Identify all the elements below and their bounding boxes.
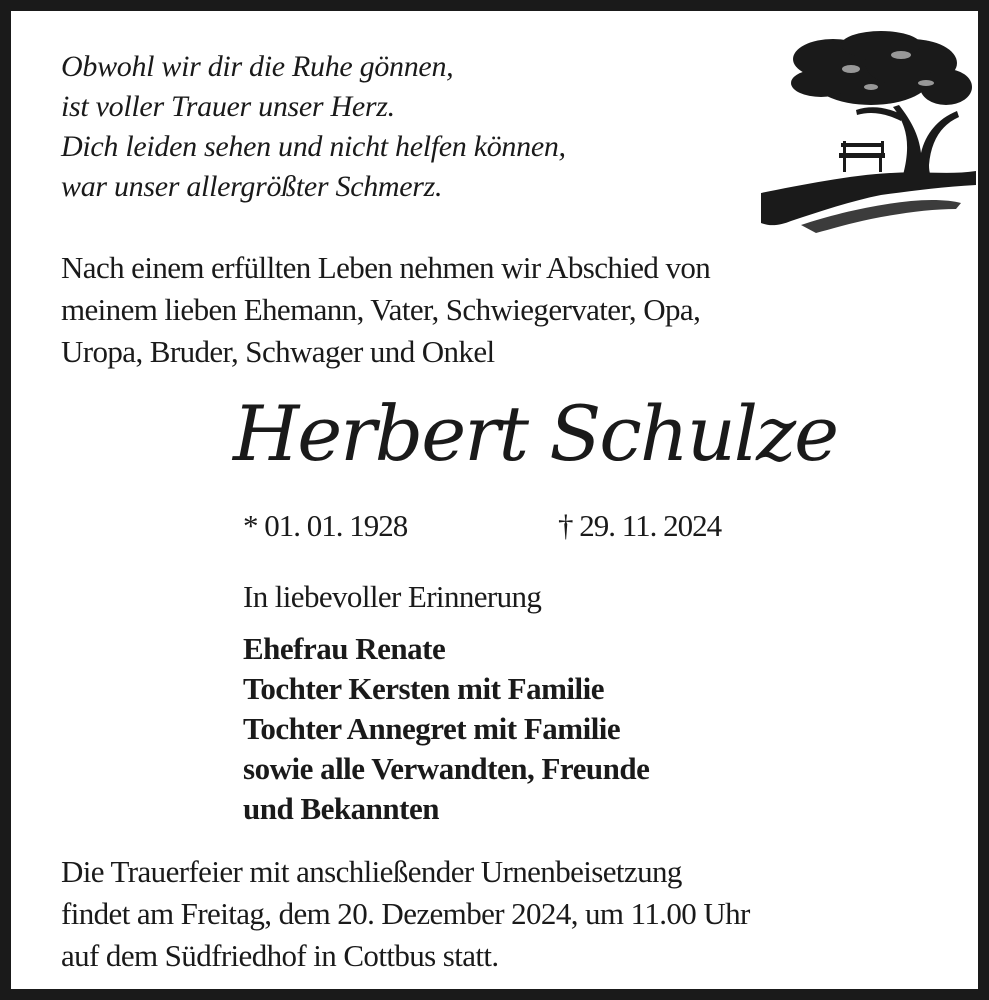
poem-line: war unser allergrößter Schmerz. [61,170,443,203]
intro-line: meinem lieben Ehemann, Vater, Schwiegervater, Opa, [61,292,701,327]
poem-line: Dich leiden sehen und nicht helfen können, [61,130,566,163]
intro-text [61,247,710,373]
mourner-line: sowie alle Verwandten, Freunde [243,751,650,786]
funeral-line: auf dem Südfriedhof in Cottbus statt. [61,938,499,973]
mourner-line: Ehefrau Renate [243,631,446,666]
funeral-line: findet am Freitag, dem 20. Dezember 2024, um 11.00 Uhr [61,896,750,931]
intro-line: Nach einem erfüllten Leben nehmen wir Abschied von [61,250,711,285]
poem-line: Obwohl wir dir die Ruhe gönnen, [61,50,454,83]
tree-with-bench-illustration [761,25,976,235]
intro-line: Uropa, Bruder, Schwager und Onkel [61,334,495,369]
deceased-name: Herbert Schulze [233,389,838,478]
memory-line: In liebevoller Erinnerung [243,579,542,614]
mourner-line: und Bekannten [243,791,439,826]
poem-line: ist voller Trauer unser Herz. [61,90,395,123]
mourner-line: Tochter Kersten mit Familie [243,671,604,706]
funeral-line: Die Trauerfeier mit anschließender Urnenbeisetzung [61,854,682,889]
birth-date: * 01. 01. 1928 [243,508,408,543]
mourner-line: Tochter Annegret mit Familie [243,711,621,746]
death-date: † 29. 11. 2024 [558,508,722,543]
memorial-poem [61,47,566,207]
mourners-list [243,629,649,829]
funeral-info [61,851,750,977]
